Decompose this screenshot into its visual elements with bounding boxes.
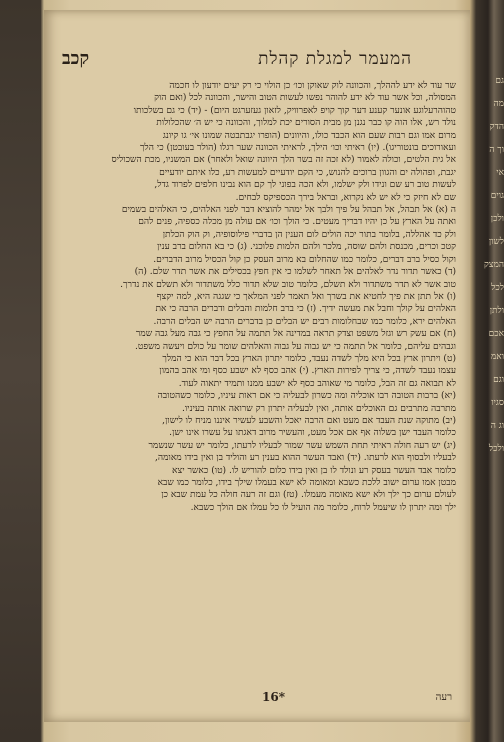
facing-page-fragment: אי bbox=[496, 168, 504, 178]
book-page bbox=[44, 10, 470, 722]
text-line: לעולם ערום כך ילך ולא ישא מאומה מעמלו. (טז) וגם זה רעה חולה כל עמת שבא כן bbox=[161, 490, 456, 501]
text-line: מרום אמו וגם רבות שעם הוא הכבד כולו, והיוונים (הופרו יגבתבטה שמונו אי׳ גו קיונג bbox=[162, 130, 456, 141]
facing-page-fragment: גם bbox=[495, 76, 504, 86]
facing-page-fragment: המצק bbox=[483, 260, 504, 270]
text-line: (יא) ברבות הטובה רבו אוכליה ומה כשרון לבעליה כי אם ראות עיניו, כלומר כשהטובה bbox=[157, 391, 456, 402]
text-line: לבעליו ולבסוף הוא לרעתו. (יד) ואבד העשר ההוא בענין רע והוליד בן ואין בידו מאומה, bbox=[155, 453, 456, 464]
text-line: שר עוד לא ידע לההלך, והכוונה לוק שאוקן וכו׳ כן הולוי כי רק יעים יודעון לו חכמה bbox=[169, 81, 456, 91]
text-line: (יג) יש רעה חולה ראיתי תחת השמש עשר שמור לבעליו לרעתו, כלומר יש עשר שנשמר bbox=[148, 440, 456, 451]
text-line: (יב) מתוקה שנת העבד אם מעט ואם הרבה יאכל והשבע לעשיר איננו מניח לו לישון, bbox=[162, 415, 456, 426]
text-line: לא תבואה גם זה הבל, כלומר מי שאוהב כסף לא ישבע ממנו ותמיד יתאוה לעוד. bbox=[178, 378, 456, 389]
facing-page-edge bbox=[476, 70, 504, 710]
text-line: יגבת, ופהולה ים והגוון ברוכים להנוש, כי הקם יודעיים למעשות רע, כלו איתם יודעיים bbox=[159, 167, 456, 178]
facing-page-fragment: סגיו bbox=[491, 398, 504, 408]
text-line: האלהים ירא, כלומר כמו שבחלומות רבים יש הבלים כן בדברים הרבה יש הבלים הרבה. bbox=[153, 316, 456, 327]
commentary-chapter-5 bbox=[62, 204, 456, 514]
commentary-text bbox=[62, 80, 456, 686]
text-line: ולק כד אהללה, בלומר בתור יכה הולים לום הענין הן בדברי פילוסופיה, וק הוק הכלתן bbox=[162, 229, 456, 240]
facing-page-fragment: ואמ bbox=[490, 352, 504, 362]
text-line: אל גית הלטים, וכולה לאמור (לא זכה זה בשר הלך היוונה שואל ולאחר) אם המשניו, מכת השכוליס bbox=[111, 155, 456, 166]
text-line: עצמו נעבד לשדה, כי צריך לפירות הארץ. (י) אהב כסף לא ישבע כסף ומי אהב בהמון bbox=[159, 366, 456, 377]
text-line: לעשות טוב רע שם ונידו ולק ישלמו, ולא הכה בפוני לך קם הוא נבינו חלפים לפרוד גדל, bbox=[154, 180, 456, 191]
text-line: טהוהרעלוגע אונער קענע דער קוך קויפ לאפרוויק, לזאון געזערגט היום) - (יד) כי גם בשלכותו bbox=[133, 105, 456, 116]
text-line: קטכ וכרים, מכנסת ולהם שוסה, מלכר ולהם הלמות פלוכני. (ג) כי בא החלום ברב ענין bbox=[156, 242, 456, 253]
facing-page-fragment: גוים bbox=[490, 191, 504, 201]
text-line: ועאורוכים בונטוריגו). (יו) ראיתי וכו׳ הילך, לראיתי הכוונה שער רגלו (הולר בעובטן) כי הלך bbox=[139, 143, 456, 154]
running-head bbox=[62, 48, 452, 74]
text-line: מתרבה מתרבים גם האוכלים אותה, ואין לבעליה יתרון רק שרואה אותה בעיניו. bbox=[181, 403, 456, 414]
facing-page-fragment: לכל bbox=[491, 283, 504, 293]
facing-page-fragment: מה bbox=[493, 99, 504, 109]
page-title: המעמר למגלת קהלת bbox=[258, 49, 412, 69]
text-line: כלומר אבד העשר בעסק רע ונולד לו בן ואין בידו כלום להוריש לו. (טו) כאשר יצא bbox=[172, 465, 456, 476]
text-line: האלהים על קולך וחבל את מעשה ידיך. (ז) כי ברב חלמות והבלים ודברים הרבה כי את bbox=[155, 304, 456, 315]
facing-page-fragment: הדק bbox=[489, 122, 504, 132]
facing-page-fragment: וך ה bbox=[489, 145, 504, 155]
book-spine bbox=[0, 0, 40, 742]
facing-page-fragment: ולתן bbox=[489, 306, 504, 316]
text-line: (ו) אל תתן את פיך לחטיא את בשרך ואל תאמר לפני המלאך כי שגגה היא, למה יקצף bbox=[156, 291, 456, 302]
text-line: ואתה על הארץ על כן יהיו דבריך מעטים. כי הולך וכו׳ אם עולה מן מכלה כספיה, פנים להם bbox=[138, 217, 456, 228]
text-line: טוב אשר לא תדר משתדור ולא תשלם, כלומר טוב שלא תדור כלל משתדור ולא תשלם את נדרך. bbox=[120, 279, 456, 290]
signature-mark: 16* bbox=[262, 690, 285, 704]
text-line: ילך ומה יתרון לו שיעמל לרוח, כלומר מה הועיל לו כל עמלו אם הולך כשבא. bbox=[190, 502, 456, 513]
text-line: המסולה, וכל אשר עוד לא ידע להוהר נפשו לעשות הטוב והישר, והכוונה לכל (ואם הוק bbox=[154, 93, 456, 104]
page-footer bbox=[62, 692, 452, 708]
text-line: וקול כסיל ברב דברים, כלומר כמו שהחלום בא מרוב העסק כן קול הכסיל מרוב הדברים. bbox=[153, 254, 456, 265]
facing-page-fragment: וג ה bbox=[490, 421, 504, 431]
text-line: וגבהים עליהם, כלומר אל תתמה כי יש גבוה על גבוה והאלהים שומר על כולם ויעשה משפט. bbox=[135, 341, 456, 352]
commentary-paragraph-1 bbox=[62, 80, 456, 204]
facing-page-fragment: ולכן bbox=[490, 214, 504, 224]
text-line: (ח) אם עשק רש וגזל משפט וצדק תראה במדינה אל תתמה על החפץ כי גבה מעל גבה שמר bbox=[135, 329, 456, 340]
text-line: (ט) ויתרון ארץ בכל היא מלך לשדה נעבד, כלומר יתרון הארץ בכל דבר הוא כי המלך bbox=[162, 353, 456, 364]
facing-page-fragment: וגם bbox=[493, 375, 504, 385]
text-line: (ד) כאשר תדור נדר לאלהים אל תאחר לשלמו כי אין חפץ בכסילים את אשר תדר שלם. (ה) bbox=[134, 267, 456, 278]
text-line: כלומר העבד ישן בשלוה אף אם אכל מעט, והעשיר מרוב דאגתו על עשרו אינו ישן. bbox=[169, 428, 456, 439]
facing-page-fragment: אכם bbox=[488, 329, 504, 339]
page-number: קכב bbox=[62, 48, 90, 69]
text-line: ה (א) אל תבהל, אל תבהל על פיך ולבך אל ימהר להוציא דבר לפני האלהים, כי האלהים בשמים bbox=[121, 205, 456, 216]
text-line: נולד רש, אלו הוה קו כבר נגנן מן מבית הסורים יכת למלוך, והכוונה כי יש ה׳ שהכלולות bbox=[156, 118, 456, 129]
text-line: שם לא חיזק כי לא יש לא נקרוא, ובראל בירך הכספיקס לבחים. bbox=[235, 192, 456, 203]
facing-page-fragment: לשון bbox=[488, 237, 504, 247]
catchword: רעה bbox=[435, 692, 452, 703]
facing-page-fragment: ולכל bbox=[488, 444, 504, 454]
text-line: מבטן אמו ערום ישוב ללכת כשבא ומאומה לא ישא בעמלו שילך בידו, כלומר כמו שבא bbox=[157, 478, 456, 488]
